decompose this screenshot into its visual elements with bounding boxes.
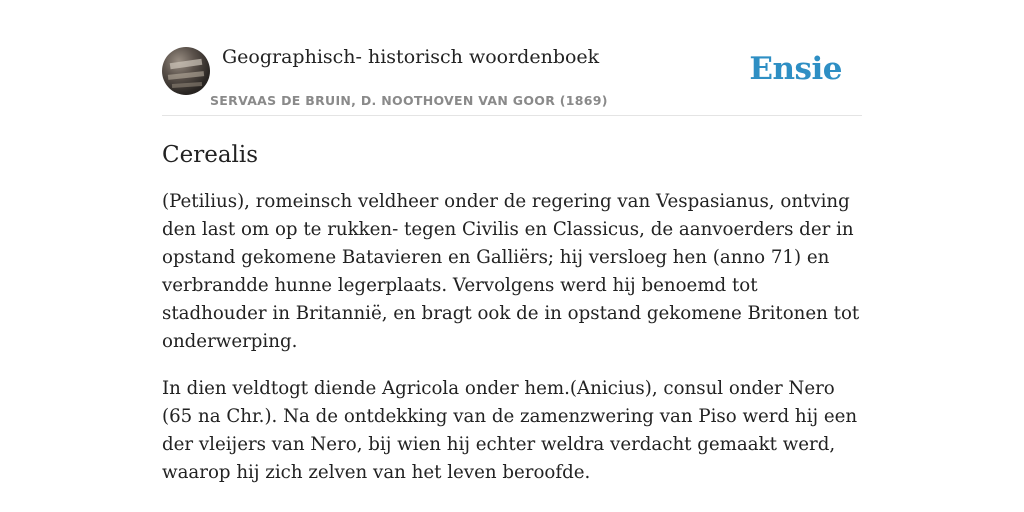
book-spine-graphic [168,71,204,80]
dictionary-header [162,40,862,116]
entry-headword: Cerealis [162,142,259,168]
dictionary-avatar[interactable] [162,47,210,95]
entry-paragraph: In dien veldtogt diende Agricola onder hem.(Anicius), consul onder Nero (65 na Chr.). Na de ontdekking van de zamenzwering van Piso werd hij een der vleijers van Nero, bij wien hij echter weldra verdacht gemaakt werd, waarop hij zich zelven van het leven beroofde. [162,378,858,483]
dictionary-authors: SERVAAS DE BRUIN, D. NOOTHOVEN VAN GOOR (1869) [210,93,608,108]
ensie-logo[interactable]: Ensie [749,51,842,87]
book-spine-graphic [172,82,202,88]
dictionary-title[interactable]: Geographisch- historisch woordenboek [222,46,600,68]
book-spine-graphic [170,59,203,69]
entry-card [162,40,862,487]
entry-paragraph: (Petilius), romeinsch veldheer onder de regering van Vespasianus, ontving den last om op te rukken- tegen Civilis en Classicus, de aanvoerders der in opstand gekomene Batavieren en Galliërs; hij versloeg hen (anno 71) en verbrandde hunne legerplaats. Vervolgens werd hij benoemd tot stadhouder in Britannië, en bragt ook de in opstand gekomene Britonen tot onderwerping. [162,191,860,352]
